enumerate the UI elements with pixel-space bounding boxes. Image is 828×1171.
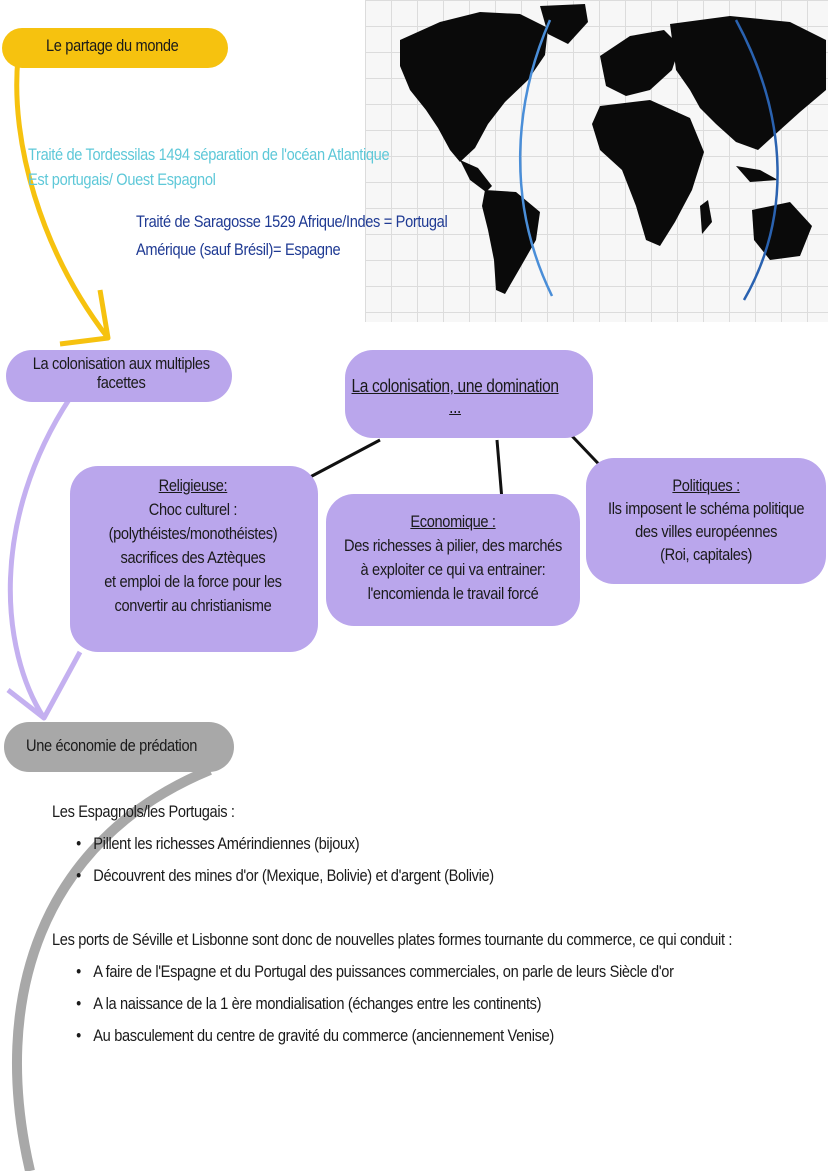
politiques-content [590,474,822,566]
colonisation-title-line-2: facettes [96,373,146,392]
economique-line: Des richesses à pilier, des marchés [344,536,562,555]
religieuse-box [70,466,318,652]
list-item: • Découvrent des mines d'or (Mexique, Bolivie) et d'argent (Bolivie) [74,860,808,892]
center-box-label: La colonisation, une domination ... [351,376,559,417]
section-title-predation-label: Une économie de prédation [26,736,198,755]
economique-content [330,510,576,606]
continents [400,4,826,294]
yellow-connector [17,58,108,338]
predation-intro: Les Espagnols/les Portugais : [52,802,235,821]
politiques-title: Politiques : [672,476,740,495]
section-title-partage [2,28,228,68]
predation-intro-2: Les ports de Séville et Lisbonne sont donc de nouvelles plates formes tournante du commerce, ce qui conduit : [52,930,733,949]
center-box [345,350,593,438]
politiques-line: des villes européennes [635,522,778,541]
religieuse-line: et emploi de la force pour les [104,572,282,591]
politiques-line: (Roi, capitales) [660,545,753,564]
religieuse-line: sacrifices des Aztèques [120,548,266,567]
religieuse-line: Choc culturel : [148,500,238,519]
predation-list-2 [74,956,808,1052]
economique-box [326,494,580,626]
religieuse-line: (polythéistes/monothéistes) [108,524,278,543]
section-title-partage-label: Le partage du monde [46,36,179,55]
predation-list-1 [74,828,808,892]
list-item: • Au basculement du centre de gravité du commerce (anciennement Venise) [74,1020,808,1052]
saragosse-text [136,208,447,264]
religieuse-title: Religieuse: [158,476,228,495]
tordesillas-line-2: Est portugais/ Ouest Espagnol [28,170,216,189]
tordesillas-line-1: Traité de Tordessilas 1494 séparation de l'océan Atlantique [28,145,390,164]
yellow-arrowhead [60,290,108,344]
list-item: • A faire de l'Espagne et du Portugal des puissances commerciales, on parle de leurs Siècle d'or [74,956,808,988]
religieuse-line: convertir au christianisme [114,596,272,615]
colonisation-title-line-1: La colonisation aux multiples [32,354,210,373]
section-title-colonisation [6,350,232,402]
economique-line: l'encomienda le travail forcé [367,584,539,603]
economique-title: Economique : [410,512,496,531]
list-item: • A la naissance de la 1 ère mondialisation (échanges entre les continents) [74,988,808,1020]
politiques-box [586,458,826,584]
economique-line: à exploiter ce qui va entrainer: [360,560,546,579]
saragosse-line-2: Amérique (sauf Brésil)= Espagne [136,240,341,259]
purple-connector [10,398,70,718]
predation-content [52,796,809,1052]
list-item: • Pillent les richesses Amérindiennes (bijoux) [74,828,808,860]
section-title-predation [4,722,234,772]
section-title-colonisation-label [18,354,224,392]
tordesillas-text [28,142,389,192]
politiques-line: Ils imposent le schéma politique [607,499,805,518]
saragosse-line-1: Traité de Saragosse 1529 Afrique/Indes = Portugal [136,212,448,231]
religieuse-content [76,474,310,618]
